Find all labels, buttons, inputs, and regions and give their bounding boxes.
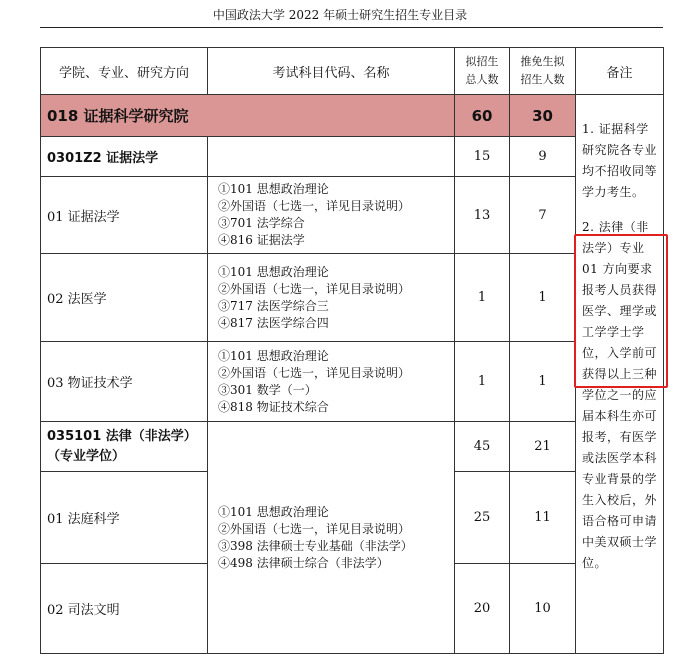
direction-subjects-shared bbox=[208, 422, 455, 654]
catalog-table bbox=[40, 47, 664, 654]
major-exempt: 9 bbox=[510, 137, 576, 177]
subject-item: ①101 思想政治理论 bbox=[218, 348, 329, 363]
col-header-exempt bbox=[510, 48, 576, 95]
document-header: 中国政法大学 2022 年硕士研究生招生专业目录 bbox=[212, 8, 468, 22]
department-quota: 60 bbox=[455, 95, 510, 137]
subject-item: ④818 物证技术综合 bbox=[218, 399, 329, 414]
direction-quota: 20 bbox=[455, 564, 510, 654]
direction-quota: 13 bbox=[455, 177, 510, 254]
subject-item: ③701 法学综合 bbox=[218, 216, 305, 230]
header-rule bbox=[40, 27, 663, 28]
subject-item: ②外国语（七选一，详见目录说明） bbox=[218, 365, 411, 380]
major-name-line1: 035101 法律（非法学） bbox=[47, 428, 197, 444]
direction-name: 01 证据法学 bbox=[41, 177, 208, 254]
subject-item: ③398 法律硕士专业基础（非法学） bbox=[218, 538, 413, 553]
col-header-quota bbox=[455, 48, 510, 95]
col-header-quota-line1: 拟招生 bbox=[465, 55, 499, 68]
department-row bbox=[41, 95, 664, 137]
direction-exempt: 1 bbox=[510, 342, 576, 422]
col-header-dept: 学院、专业、研究方向 bbox=[41, 48, 208, 95]
subject-item: ②外国语（七选一，详见目录说明） bbox=[218, 199, 411, 213]
major-quota: 15 bbox=[455, 137, 510, 177]
subject-item: ②外国语（七选一，详见目录说明） bbox=[218, 281, 411, 296]
direction-subjects bbox=[208, 254, 455, 342]
subject-item: ④817 法医学综合四 bbox=[218, 315, 329, 330]
notes-cell bbox=[576, 95, 664, 654]
major-quota: 45 bbox=[455, 422, 510, 472]
direction-name: 03 物证技术学 bbox=[41, 342, 208, 422]
direction-name: 02 司法文明 bbox=[41, 564, 208, 654]
col-header-notes: 备注 bbox=[576, 48, 664, 95]
note-1: 1. 证据科学研究院各专业均不招收同等学力考生。 bbox=[582, 122, 658, 199]
direction-row bbox=[41, 177, 664, 254]
direction-subjects bbox=[208, 342, 455, 422]
major-name-line2: （专业学位） bbox=[47, 448, 126, 464]
direction-name: 02 法医学 bbox=[41, 254, 208, 342]
subject-item: ③717 法医学综合三 bbox=[218, 298, 329, 313]
direction-name: 01 法庭科学 bbox=[41, 472, 208, 564]
col-header-exempt-line2: 招生人数 bbox=[520, 73, 565, 86]
direction-row bbox=[41, 342, 664, 422]
department-name: 018 证据科学研究院 bbox=[41, 95, 455, 137]
direction-row bbox=[41, 254, 664, 342]
subject-item: ①101 思想政治理论 bbox=[218, 264, 329, 279]
direction-exempt: 10 bbox=[510, 564, 576, 654]
major-name bbox=[41, 422, 208, 472]
col-header-quota-line2: 总人数 bbox=[465, 73, 499, 86]
direction-exempt: 7 bbox=[510, 177, 576, 254]
direction-exempt: 1 bbox=[510, 254, 576, 342]
subject-item: ④498 法律硕士综合（非法学） bbox=[218, 555, 389, 570]
note-2: 2. 法律（非法学）专业 01 方向要求报考人员获得医学、理学或工学学士学位，入学前可获得以上三种学位之一的应届本科生亦可报考，有医学或法医学本科专业背景的学生入校后，外语合格可申请中美双硕士学位。 bbox=[582, 220, 658, 570]
subject-item: ①101 思想政治理论 bbox=[218, 504, 329, 519]
department-exempt: 30 bbox=[510, 95, 576, 137]
direction-quota: 1 bbox=[455, 254, 510, 342]
subject-item: ④816 证据法学 bbox=[218, 233, 305, 247]
col-header-subjects: 考试科目代码、名称 bbox=[208, 48, 455, 95]
subject-item: ③301 数学（一） bbox=[218, 382, 317, 397]
direction-quota: 25 bbox=[455, 472, 510, 564]
direction-quota: 1 bbox=[455, 342, 510, 422]
major-row bbox=[41, 422, 664, 472]
col-header-exempt-line1: 推免生拟 bbox=[520, 55, 565, 68]
table-header-row bbox=[41, 48, 664, 95]
major-subjects-empty bbox=[208, 137, 455, 177]
major-name: 0301Z2 证据法学 bbox=[41, 137, 208, 177]
direction-subjects bbox=[208, 177, 455, 254]
subject-item: ①101 思想政治理论 bbox=[218, 182, 329, 196]
direction-exempt: 11 bbox=[510, 472, 576, 564]
major-row bbox=[41, 137, 664, 177]
major-exempt: 21 bbox=[510, 422, 576, 472]
subject-item: ②外国语（七选一，详见目录说明） bbox=[218, 521, 411, 536]
